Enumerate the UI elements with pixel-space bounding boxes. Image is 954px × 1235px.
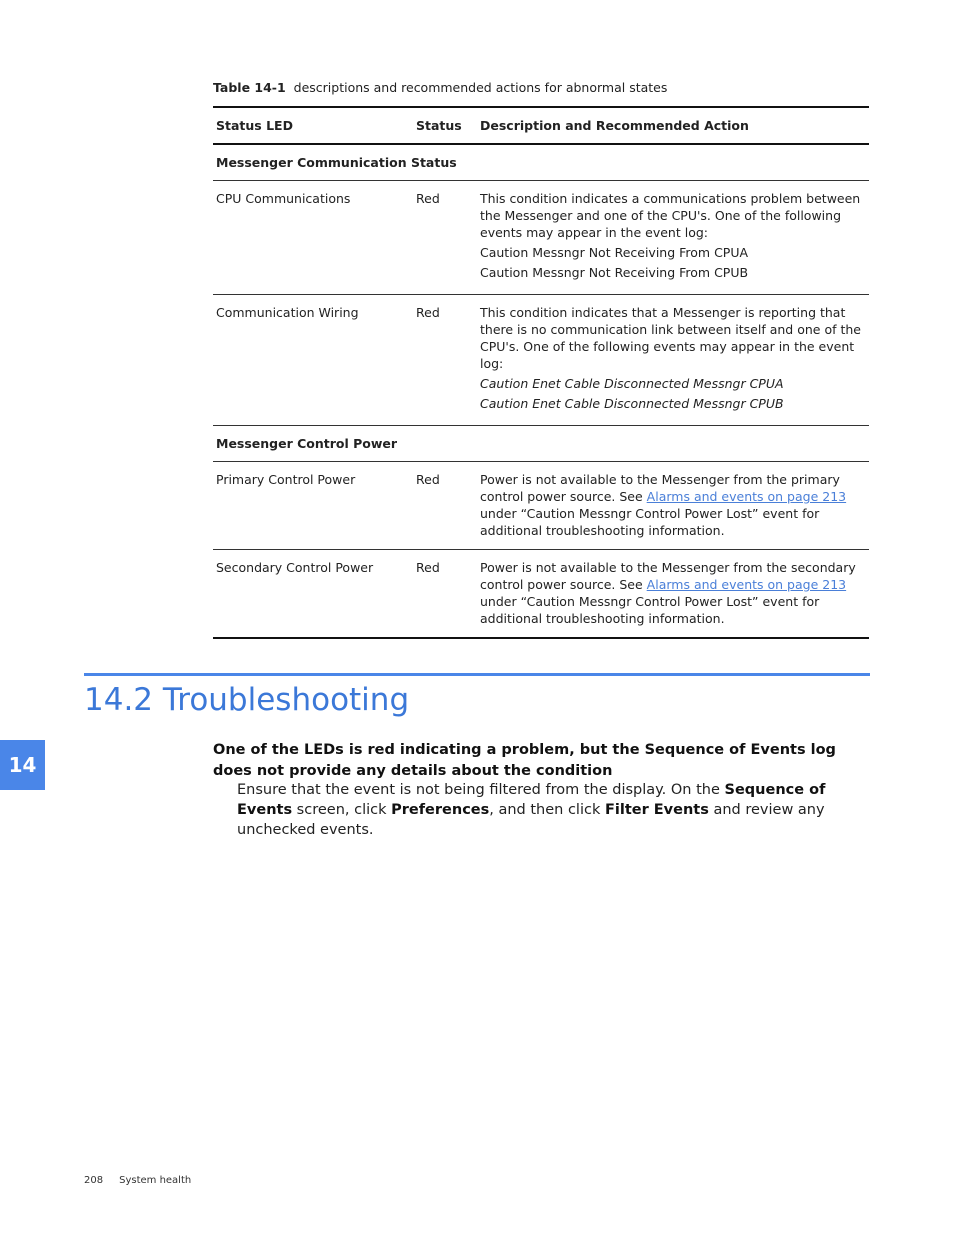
table-caption [213,80,667,95]
troubleshooting-heading: One of the LEDs is red indicating a problem, but the Sequence of Events log does not provide any details about the condition [213,742,836,779]
table-row [213,550,869,639]
status-led-table [213,106,869,639]
alarms-events-link[interactable]: Alarms and events on page 213 [646,577,847,592]
section-divider [84,673,870,676]
troubleshooting-body [237,780,873,840]
chapter-name: System health [119,1175,192,1186]
body-bold: Sequence of Events [237,782,826,818]
table-row [213,181,869,295]
cell-led: CPU Communications [213,181,413,295]
cell-description [477,462,869,550]
body-text: screen, click [292,802,392,818]
header-status-led: Status LED [213,107,413,144]
table-caption-label: Table 14-1 [213,80,286,95]
section-title-communication: Messenger Communication Status [213,144,869,181]
cell-description [477,181,869,295]
header-description: Description and Recommended Action [477,107,869,144]
alarms-events-link[interactable]: Alarms and events on page 213 [646,489,847,504]
body-text: and review any unchecked events. [237,802,825,838]
chapter-tab: 14 [0,740,45,790]
body-text: Ensure that the event is not being filtered from the display. On the [237,782,725,798]
cell-status: Red [413,295,477,426]
table-section-row [213,144,869,181]
table-caption-text: descriptions and recommended actions for abnormal states [293,80,668,95]
header-status: Status [413,107,477,144]
body-bold: Filter Events [604,802,709,818]
event-name: Caution Enet Cable Disconnected Messngr CPUA [480,376,784,391]
cell-led: Secondary Control Power [213,550,413,639]
description-text: Power is not available to the Messenger from the primary control power source. See [480,472,840,504]
body-bold: Preferences [391,802,490,818]
table-section-row [213,426,869,462]
description-text: This condition indicates that a Messenger is reporting that there is no communication link between itself and one of the CPU's. One of the following events may appear in the event log: [480,305,861,371]
table-row [213,295,869,426]
body-text: , and then click [489,802,605,818]
table-header-row [213,107,869,144]
description-text: Power is not available to the Messenger from the secondary control power source. See [480,560,856,592]
description-text: under “Caution Messngr Control Power Lost” event for additional troubleshooting information. [480,506,820,538]
event-name: Caution Messngr Not Receiving From CPUB [480,265,749,280]
section-title-control-power: Messenger Control Power [213,426,869,462]
page-footer [84,1175,191,1186]
cell-led: Communication Wiring [213,295,413,426]
cell-status: Red [413,462,477,550]
cell-led: Primary Control Power [213,462,413,550]
page-number: 208 [84,1175,104,1186]
section-title: 14.2 Troubleshooting [84,682,410,718]
cell-status: Red [413,550,477,639]
event-name: Caution Messngr Not Receiving From CPUA [480,245,749,260]
table-row [213,462,869,550]
cell-description [477,550,869,639]
description-text: This condition indicates a communications problem between the Messenger and one of the CPU's. One of the following events may appear in the event log: [480,191,861,240]
event-name: Caution Enet Cable Disconnected Messngr CPUB [480,396,784,411]
cell-description [477,295,869,426]
description-text: under “Caution Messngr Control Power Lost” event for additional troubleshooting information. [480,594,820,626]
cell-status: Red [413,181,477,295]
